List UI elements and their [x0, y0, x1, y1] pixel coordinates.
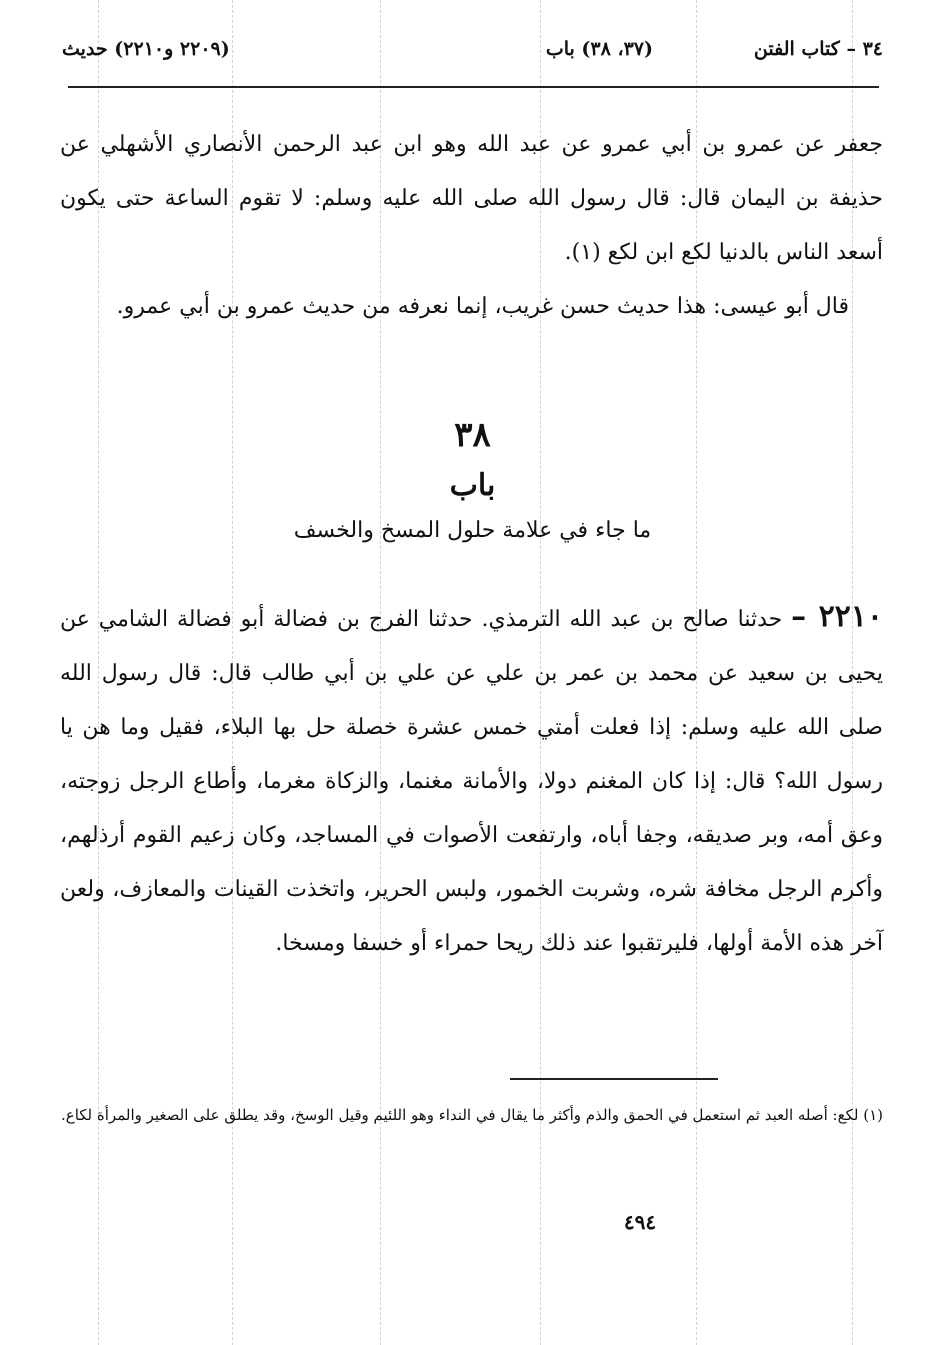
hadith-2210 [60, 590, 883, 971]
hadith-2210-text: حدثنا صالح بن عبد الله الترمذي. حدثنا الفرج بن فضالة أبو فضالة الشامي عن يحيى بن سعيد عن محمد بن عمر بن علي عن علي بن أبي طالب قال: قال رسول الله صلى الله عليه وسلم: إذا فعلت أمتي خمس عشرة خصلة حل بها البلاء، فقيل وما هن يا رسول الله؟ قال: إذا كان المغنم دولا، والأمانة مغنما، والزكاة مغرما، وأطاع الرجل زوجته، وعق أمه، وبر صديقه، وجفا أباه، وارتفعت الأصوات في المساجد، وكان زعيم القوم أرذلهم، وأكرم الرجل مخافة شره، وشربت الخمور، ولبس الحرير، واتخذت القينات والمعازف، ولعن آخر هذه الأمة أولها، فليرتقبوا عند ذلك ريحا حمراء أو خسفا ومسخا. [60, 607, 883, 956]
chapter-label: باب [449, 468, 496, 503]
section-number: ٣٨ [454, 415, 491, 455]
header-divider [68, 86, 879, 88]
footnote-divider [510, 1078, 718, 1080]
header-hadith-ref: (٢٢٠٩ و٢٢١٠) حديث [62, 38, 230, 60]
footnote: (١) لكع: أصله العبد ثم استعمل في الحمق والذم وأكثر ما يقال في النداء وهو اللئيم وقيل الوسخ، وقد يطلق على الصغير والمرأة لكاع. [60, 1106, 883, 1124]
header-chapter-ref: (٣٧، ٣٨) باب [545, 38, 653, 60]
running-header [62, 38, 883, 74]
hadith-2209-comment: قال أبو عيسى: هذا حديث حسن غريب، إنما نعرفه من حديث عمرو بن أبي عمرو. [116, 294, 849, 319]
chapter-title: ما جاء في علامة حلول المسخ والخسف [293, 518, 652, 543]
hadith-2209-text: جعفر عن عمرو بن أبي عمرو عن عبد الله وهو ابن عبد الرحمن الأنصاري الأشهلي عن حذيفة بن اليمان قال: قال رسول الله صلى الله عليه وسلم: لا تقوم الساعة حتى يكون أسعد الناس بالدنيا لكع ابن لكع (١). [60, 132, 883, 265]
hadith-number: ٢٢١٠ – [791, 599, 884, 634]
header-book-title: ٣٤ – كتاب الفتن [753, 38, 883, 60]
page-number: ٤٩٤ [623, 1210, 657, 1234]
